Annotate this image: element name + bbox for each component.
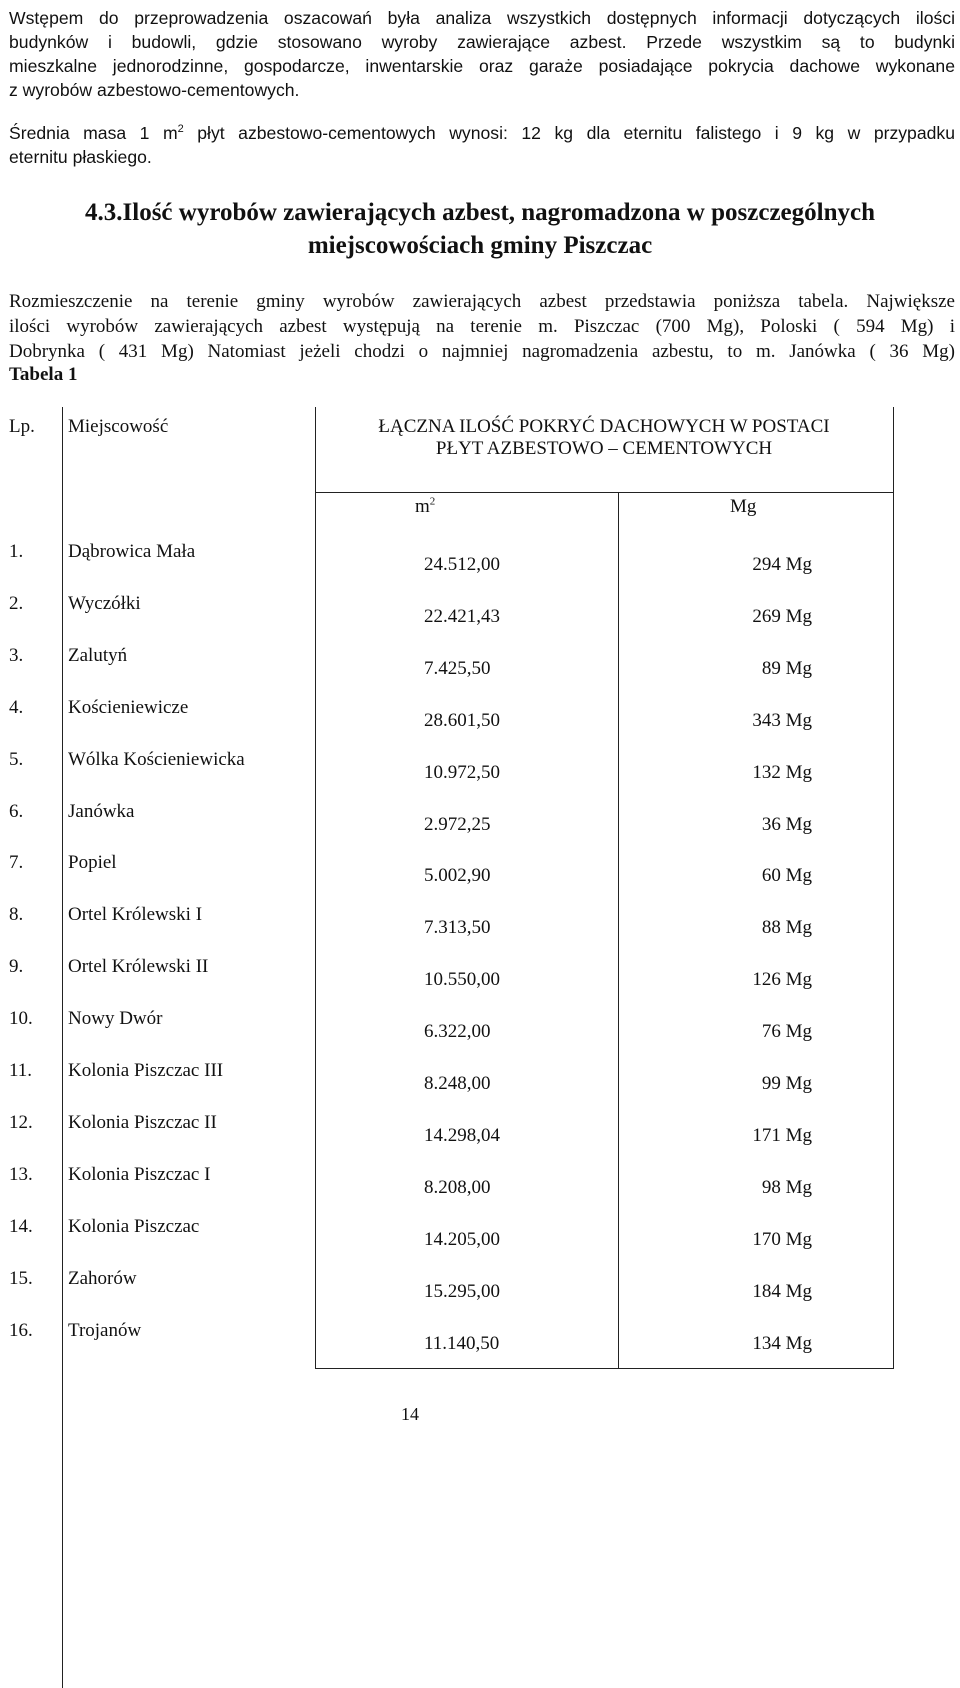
table-divider	[62, 407, 63, 1688]
table-cell-place: Kolonia Piszczac	[68, 1216, 200, 1237]
table-cell-place: Popiel	[68, 852, 117, 873]
page-number: 14	[401, 1404, 419, 1424]
table-cell-lp: 5.	[9, 749, 24, 770]
table-cell-mg: 76 Mg	[761, 1021, 812, 1042]
table-cell-m2: 6.322,00	[424, 1021, 491, 1042]
table-cell-place: Nowy Dwór	[68, 1008, 163, 1029]
distribution-line: ilości wyrobów zawierających azbest występują na terenie m. Piszczac (700 Mg), Poloski ( 594 Mg) i	[9, 316, 955, 337]
section-heading	[0, 196, 960, 262]
table-divider	[315, 407, 316, 1369]
table-cell-lp: 7.	[9, 852, 24, 873]
table-cell-mg: 132 Mg	[752, 762, 812, 783]
distribution-line: Rozmieszczenie na terenie gminy wyrobów zawierających azbest przedstawia poniższa tabela. Największe	[9, 291, 955, 312]
table-cell-lp: 9.	[9, 956, 24, 977]
table-cell-m2: 8.208,00	[424, 1177, 491, 1198]
table-cell-m2: 2.972,25	[424, 814, 491, 835]
table-cell-mg: 88 Mg	[761, 917, 812, 938]
table-cell-place: Kościeniewicze	[68, 697, 189, 718]
table-cell-lp: 13.	[9, 1164, 33, 1185]
table-cell-m2: 8.248,00	[424, 1073, 491, 1094]
table-cell-m2: 15.295,00	[424, 1281, 500, 1302]
table-divider	[893, 407, 894, 1369]
table-cell-m2: 10.550,00	[424, 969, 500, 990]
table-cell-place: Wyczółki	[68, 593, 141, 614]
table-cell-lp: 15.	[9, 1268, 33, 1289]
table-cell-lp: 10.	[9, 1008, 33, 1029]
section-heading-line-2: miejscowościach gminy Piszczac	[307, 232, 653, 259]
section-heading-line-1: 4.3.Ilość wyrobów zawierających azbest, nagromadzona w poszczególnych	[85, 199, 875, 226]
intro-line: mieszkalne jednorodzinne, gospodarcze, inwentarskie oraz garaże posiadające pokrycia dachowe wykonane	[9, 56, 955, 76]
table-cell-lp: 3.	[9, 645, 24, 666]
mass-paragraph	[9, 121, 955, 169]
table-cell-mg: 89 Mg	[761, 658, 812, 679]
table-cell-mg: 343 Mg	[752, 710, 812, 731]
intro-line: z wyrobów azbestowo-cementowych.	[9, 80, 300, 100]
table-cell-lp: 11.	[9, 1060, 33, 1081]
table-header-total: ŁĄCZNA ILOŚĆ POKRYĆ DACHOWYCH W POSTACI PŁYT AZBESTOWO – CEMENTOWYCH	[378, 416, 830, 459]
mass-line-1: Średnia masa 1 $m^2$ płyt azbestowo-cementowych wynosi: 12 kg dla eternitu falistego i 9 kg w przypadku	[9, 123, 955, 143]
table-cell-lp: 4.	[9, 697, 24, 718]
table-cell-mg: 126 Mg	[752, 969, 812, 990]
table-cell-lp: 1.	[9, 541, 24, 562]
table-cell-place: Janówka	[68, 801, 135, 822]
mass-line-2: eternitu płaskiego.	[9, 147, 152, 167]
table-cell-lp: 6.	[9, 801, 24, 822]
table-cell-lp: 2.	[9, 593, 24, 614]
table-cell-mg: 99 Mg	[761, 1073, 812, 1094]
table-cell-place: Zahorów	[68, 1268, 137, 1289]
table-cell-mg: 170 Mg	[752, 1229, 812, 1250]
table-cell-mg: 269 Mg	[752, 606, 812, 627]
table-cell-m2: 11.140,50	[424, 1333, 500, 1354]
table-header-place: Miejscowość	[68, 416, 169, 437]
table-cell-place: Kolonia Piszczac I	[68, 1164, 211, 1185]
table-cell-mg: 98 Mg	[761, 1177, 812, 1198]
table-cell-mg: 134 Mg	[752, 1333, 812, 1354]
table-cell-m2: 28.601,50	[424, 710, 500, 731]
table-header-lp: Lp.	[9, 416, 35, 437]
table-cell-place: Ortel Królewski II	[68, 956, 209, 977]
table-cell-lp: 12.	[9, 1112, 33, 1133]
table-cell-mg: 171 Mg	[752, 1125, 812, 1146]
intro-line: budynków i budowli, gdzie stosowano wyroby zawierające azbest. Przede wszystkim są to budynki	[9, 32, 955, 52]
table-cell-mg: 184 Mg	[752, 1281, 812, 1302]
intro-paragraph	[9, 6, 955, 102]
table-caption: Tabela 1	[9, 364, 78, 385]
table-cell-m2: 10.972,50	[424, 762, 500, 783]
distribution-line: Dobrynka ( 431 Mg) Natomiast jeżeli chodzi o najmniej nagromadzenia azbestu, to m. Janówka ( 36 Mg)	[9, 341, 955, 362]
table-cell-place: Wólka Kościeniewicka	[68, 749, 245, 770]
table-divider	[315, 1368, 893, 1369]
table-cell-lp: 16.	[9, 1320, 33, 1341]
table-cell-mg: 294 Mg	[752, 554, 812, 575]
table-cell-m2: 7.425,50	[424, 658, 491, 679]
table-cell-lp: 8.	[9, 904, 24, 925]
table-cell-m2: 7.313,50	[424, 917, 491, 938]
table-header-unit-m2: $m^2$	[415, 495, 436, 517]
table-divider	[315, 492, 893, 493]
intro-line: Wstępem do przeprowadzenia oszacowań była analiza wszystkich dostępnych informacji dotyczących ilości	[9, 8, 955, 28]
table-cell-m2: 14.205,00	[424, 1229, 500, 1250]
table-cell-place: Dąbrowica Mała	[68, 541, 196, 562]
table-cell-m2: 14.298,04	[424, 1125, 500, 1146]
table-cell-m2: 22.421,43	[424, 606, 500, 627]
table-cell-mg: 60 Mg	[761, 865, 812, 886]
table-cell-lp: 14.	[9, 1216, 33, 1237]
table-cell-mg: 36 Mg	[761, 814, 812, 835]
table-cell-place: Kolonia Piszczac II	[68, 1112, 217, 1133]
table-divider	[618, 492, 619, 1369]
table-cell-place: Trojanów	[68, 1320, 142, 1341]
table-cell-place: Ortel Królewski I	[68, 904, 203, 925]
distribution-paragraph	[9, 289, 955, 364]
table-cell-place: Zalutyń	[68, 645, 128, 666]
table-cell-place: Kolonia Piszczac III	[68, 1060, 224, 1081]
table-cell-m2: 5.002,90	[424, 865, 491, 886]
table-header-unit-mg: Mg	[730, 496, 757, 517]
table-cell-m2: 24.512,00	[424, 554, 500, 575]
